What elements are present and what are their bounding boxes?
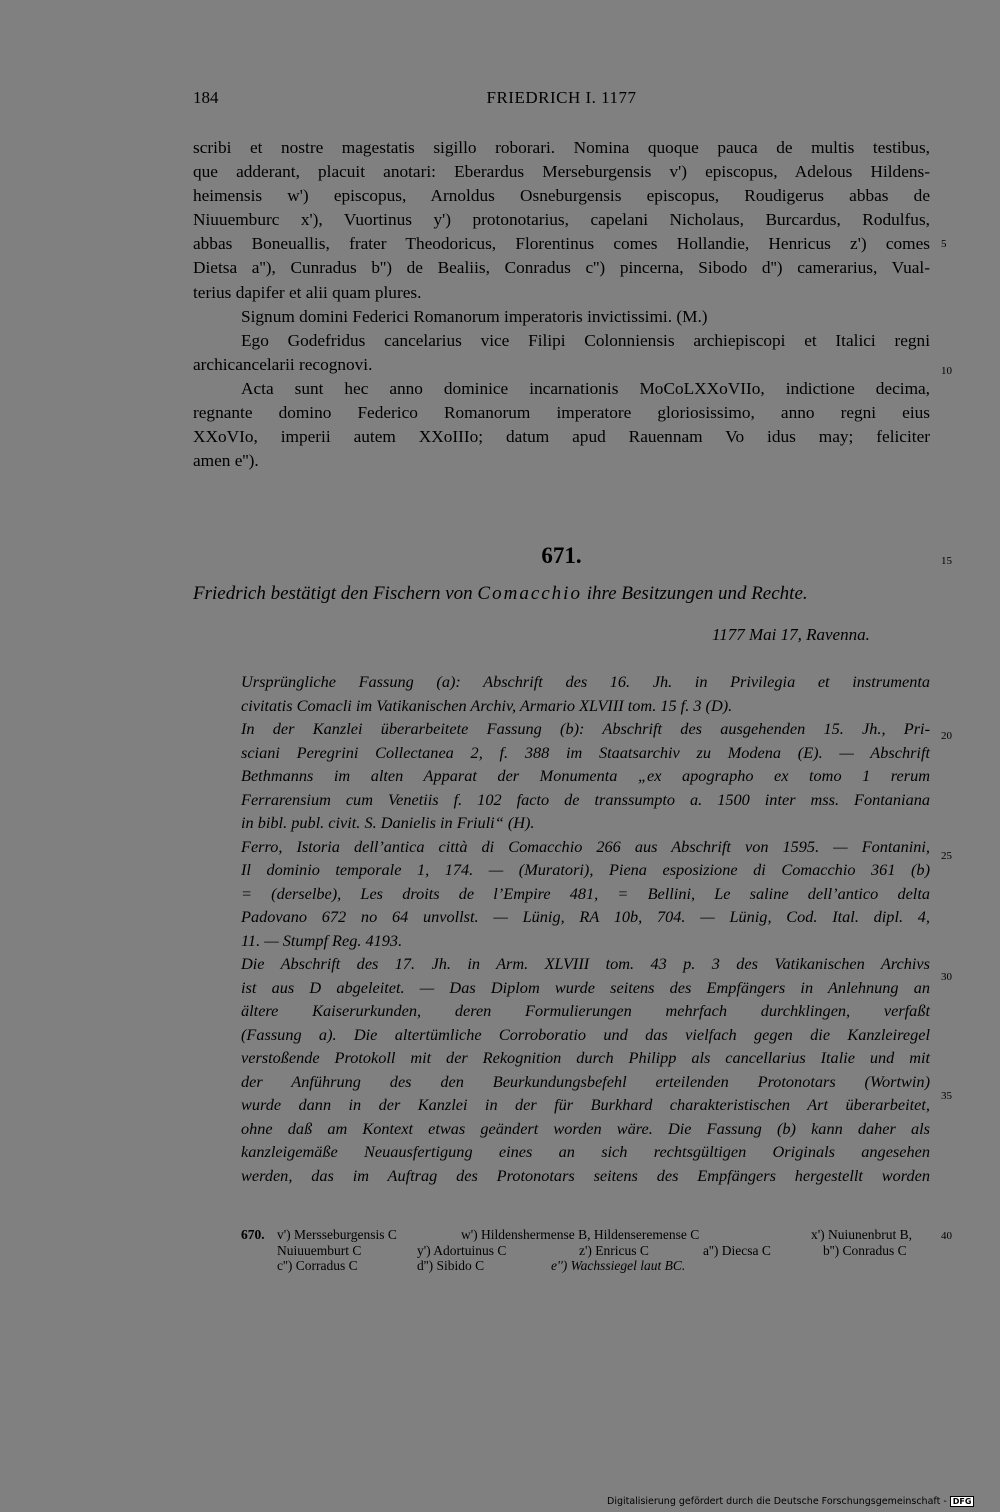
text-line: scribi et nostre magestatis sigillo roborari. Nomina quoque pauca de multis testibus,	[193, 138, 930, 157]
text-line: XXoVIo, imperii autem XXoIIIo; datum apud Rauennam Vo idus may; feliciter	[193, 427, 930, 447]
footnote: z') Enricus C	[579, 1242, 649, 1258]
text-line: Dietsa a''), Cunradus b'') de Bealiis, Conradus c'') pincerna, Sibodo d'') camerarius, Vual-	[193, 258, 930, 278]
intro-line: Bethmanns im alten Apparat der Monumenta „ex apographo ex tomo 1 rerum	[241, 766, 930, 785]
text-line: amen e'').	[193, 451, 259, 471]
document-intro	[241, 670, 930, 1187]
footnote: e'') Wachssiegel laut BC.	[551, 1258, 686, 1273]
digitization-credit	[607, 1496, 974, 1507]
intro-line: ohne daß am Kontext etwas geändert worden wäre. Die Fassung (b) kann daher als	[241, 1118, 930, 1138]
intro-line: Die Abschrift des 17. Jh. in Arm. XLVIII tom. 43 p. 3 des Vatikanischen Archivs	[241, 954, 930, 973]
intro-line: = (derselbe), Les droits de l’Empire 481, = Bellini, Le saline dell’antico delta	[241, 883, 930, 903]
dfg-logo: DFG	[950, 1496, 975, 1507]
title-text: ihre Besitzungen und Rechte.	[581, 583, 808, 604]
text-line: terius dapifer et alii quam plures.	[193, 282, 422, 302]
intro-line: ist aus D abgeleitet. — Das Diplom wurde seitens des Empfängers in Anlehnung an	[241, 977, 930, 997]
intro-line: wurde dann in der Kanzlei in der für Burkhard charakteristischen Art überarbeitet,	[241, 1095, 930, 1114]
intro-line: verstoßende Protokoll mit der Rekognition durch Philipp als cancellarius Italie und mit	[241, 1048, 930, 1067]
text-line: Niuuemburc x'), Vuortinus y') protonotarius, capelani Nicholaus, Burcardus, Rodulfus,	[193, 210, 930, 230]
footnote: a'') Diecsa C	[703, 1242, 771, 1258]
line-number: 15	[941, 555, 952, 567]
footnote-line	[241, 1227, 931, 1243]
line-number: 30	[941, 971, 952, 983]
signum-line: Signum domini Federici Romanorum imperatoris invictissimi. (M.)	[241, 306, 708, 326]
credit-text: Digitalisierung gefördert durch die Deutsche Forschungsgemeinschaft -	[607, 1496, 947, 1507]
intro-line: Ferro, Istoria dell’antica città di Comacchio 266 aus Abschrift von 1595. — Fontanini,	[241, 836, 930, 856]
footnotes	[241, 1227, 931, 1274]
datum-line: Acta sunt hec anno dominice incarnationis MoCoLXXoVIIo, indictione decima,	[241, 378, 930, 398]
intro-line: (Fassung a). Die altertümliche Corroboratio und das vielfach gegen die Kanzleiregel	[241, 1024, 930, 1044]
intro-line: Il dominio temporale 1, 174. — (Muratori), Piena esposizione di Comacchio 361 (b)	[241, 860, 930, 879]
line-number: 35	[941, 1090, 952, 1102]
intro-line: civitatis Comacli im Vatikanischen Archiv, Armario XLVIII tom. 15 f. 3 (D).	[241, 695, 733, 715]
intro-line: der Anführung des den Beurkundungsbefehl erteilenden Protonotars (Wortwin)	[241, 1071, 930, 1091]
prev-document-text	[193, 136, 930, 473]
footnote-line	[241, 1243, 931, 1259]
footnote: d'') Sibido C	[417, 1258, 485, 1273]
line-number: 40	[941, 1230, 952, 1242]
text-line: que adderant, placuit anotari: Eberardus Merseburgensis v') episcopus, Adelous Hildens-	[193, 162, 930, 182]
intro-line: Padovano 672 no 64 unvollst. — Lünig, RA 10b, 704. — Lünig, Cod. Ital. dipl. 4,	[241, 907, 930, 926]
intro-line: Ferrarensium cum Venetiis f. 102 facto de transsumpto a. 1500 inter mss. Fontaniana	[241, 789, 930, 809]
document-number: 671.	[541, 543, 582, 568]
intro-line: kanzleigemäße Neuausfertigung eines an sich rechtsgültigen Originals angesehen	[241, 1142, 930, 1161]
line-number: 5	[941, 238, 947, 250]
intro-line: sciani Peregrini Collectanea 2, f. 388 im Staatsarchiv zu Modena (E). — Abschrift	[241, 742, 930, 762]
text-line: regnante domino Federico Romanorum imperatore gloriosissimo, anno regni eius	[193, 403, 930, 423]
text-line: archicancelarii recognovi.	[193, 354, 373, 374]
recognition-line: Ego Godefridus cancelarius vice Filipi Colonniensis archiepiscopi et Italici regni	[241, 330, 930, 350]
page-header	[193, 88, 930, 114]
intro-line: In der Kanzlei überarbeitete Fassung (b): Abschrift des ausgehenden 15. Jh., Pri-	[241, 719, 930, 738]
footnote-label: 670.	[241, 1227, 265, 1242]
footnote: c'') Corradus C	[277, 1258, 358, 1273]
footnote: v') Mersseburgensis C	[277, 1227, 397, 1242]
intro-line: ältere Kaiserurkunden, deren Formulierungen mehrfach durchklingen, verfaßt	[241, 1001, 930, 1020]
intro-line: 11. — Stumpf Reg. 4193.	[241, 930, 403, 950]
text-line: heimensis w') episcopus, Arnoldus Osneburgensis episcopus, Roudigerus abbas de	[193, 186, 930, 206]
running-title: FRIEDRICH I. 1177	[486, 88, 637, 107]
line-number: 10	[941, 365, 952, 377]
footnote: y') Adortuinus C	[417, 1242, 507, 1258]
line-number: 20	[941, 730, 952, 742]
footnote: b'') Conradus C	[823, 1242, 907, 1258]
title-place: Comacchio	[477, 583, 582, 604]
intro-line: Ursprüngliche Fassung (a): Abschrift des 16. Jh. in Privilegia et instrumenta	[241, 672, 930, 691]
document-date: 1177 Mai 17, Ravenna.	[712, 625, 870, 644]
document-title	[193, 583, 930, 605]
page-number: 184	[193, 88, 219, 107]
footnote: x') Nuiunenbrut B,	[811, 1227, 913, 1242]
footnote: w') Hildenshermense B, Hildenseremense C	[461, 1227, 700, 1242]
intro-line: werden, das im Auftrag des Protonotars seitens des Empfängers hergestellt worden	[241, 1165, 930, 1185]
text-line: abbas Boneuallis, frater Theodoricus, Florentinus comes Hollandie, Henricus z') comes	[193, 234, 930, 254]
title-text: Friedrich bestätigt den Fischern von	[193, 583, 478, 604]
intro-line: in bibl. publ. civit. S. Danielis in Friuli“ (H).	[241, 813, 535, 832]
footnote-line	[241, 1258, 931, 1274]
line-number: 25	[941, 850, 952, 862]
footnote: Nuiuuemburt C	[277, 1242, 362, 1258]
